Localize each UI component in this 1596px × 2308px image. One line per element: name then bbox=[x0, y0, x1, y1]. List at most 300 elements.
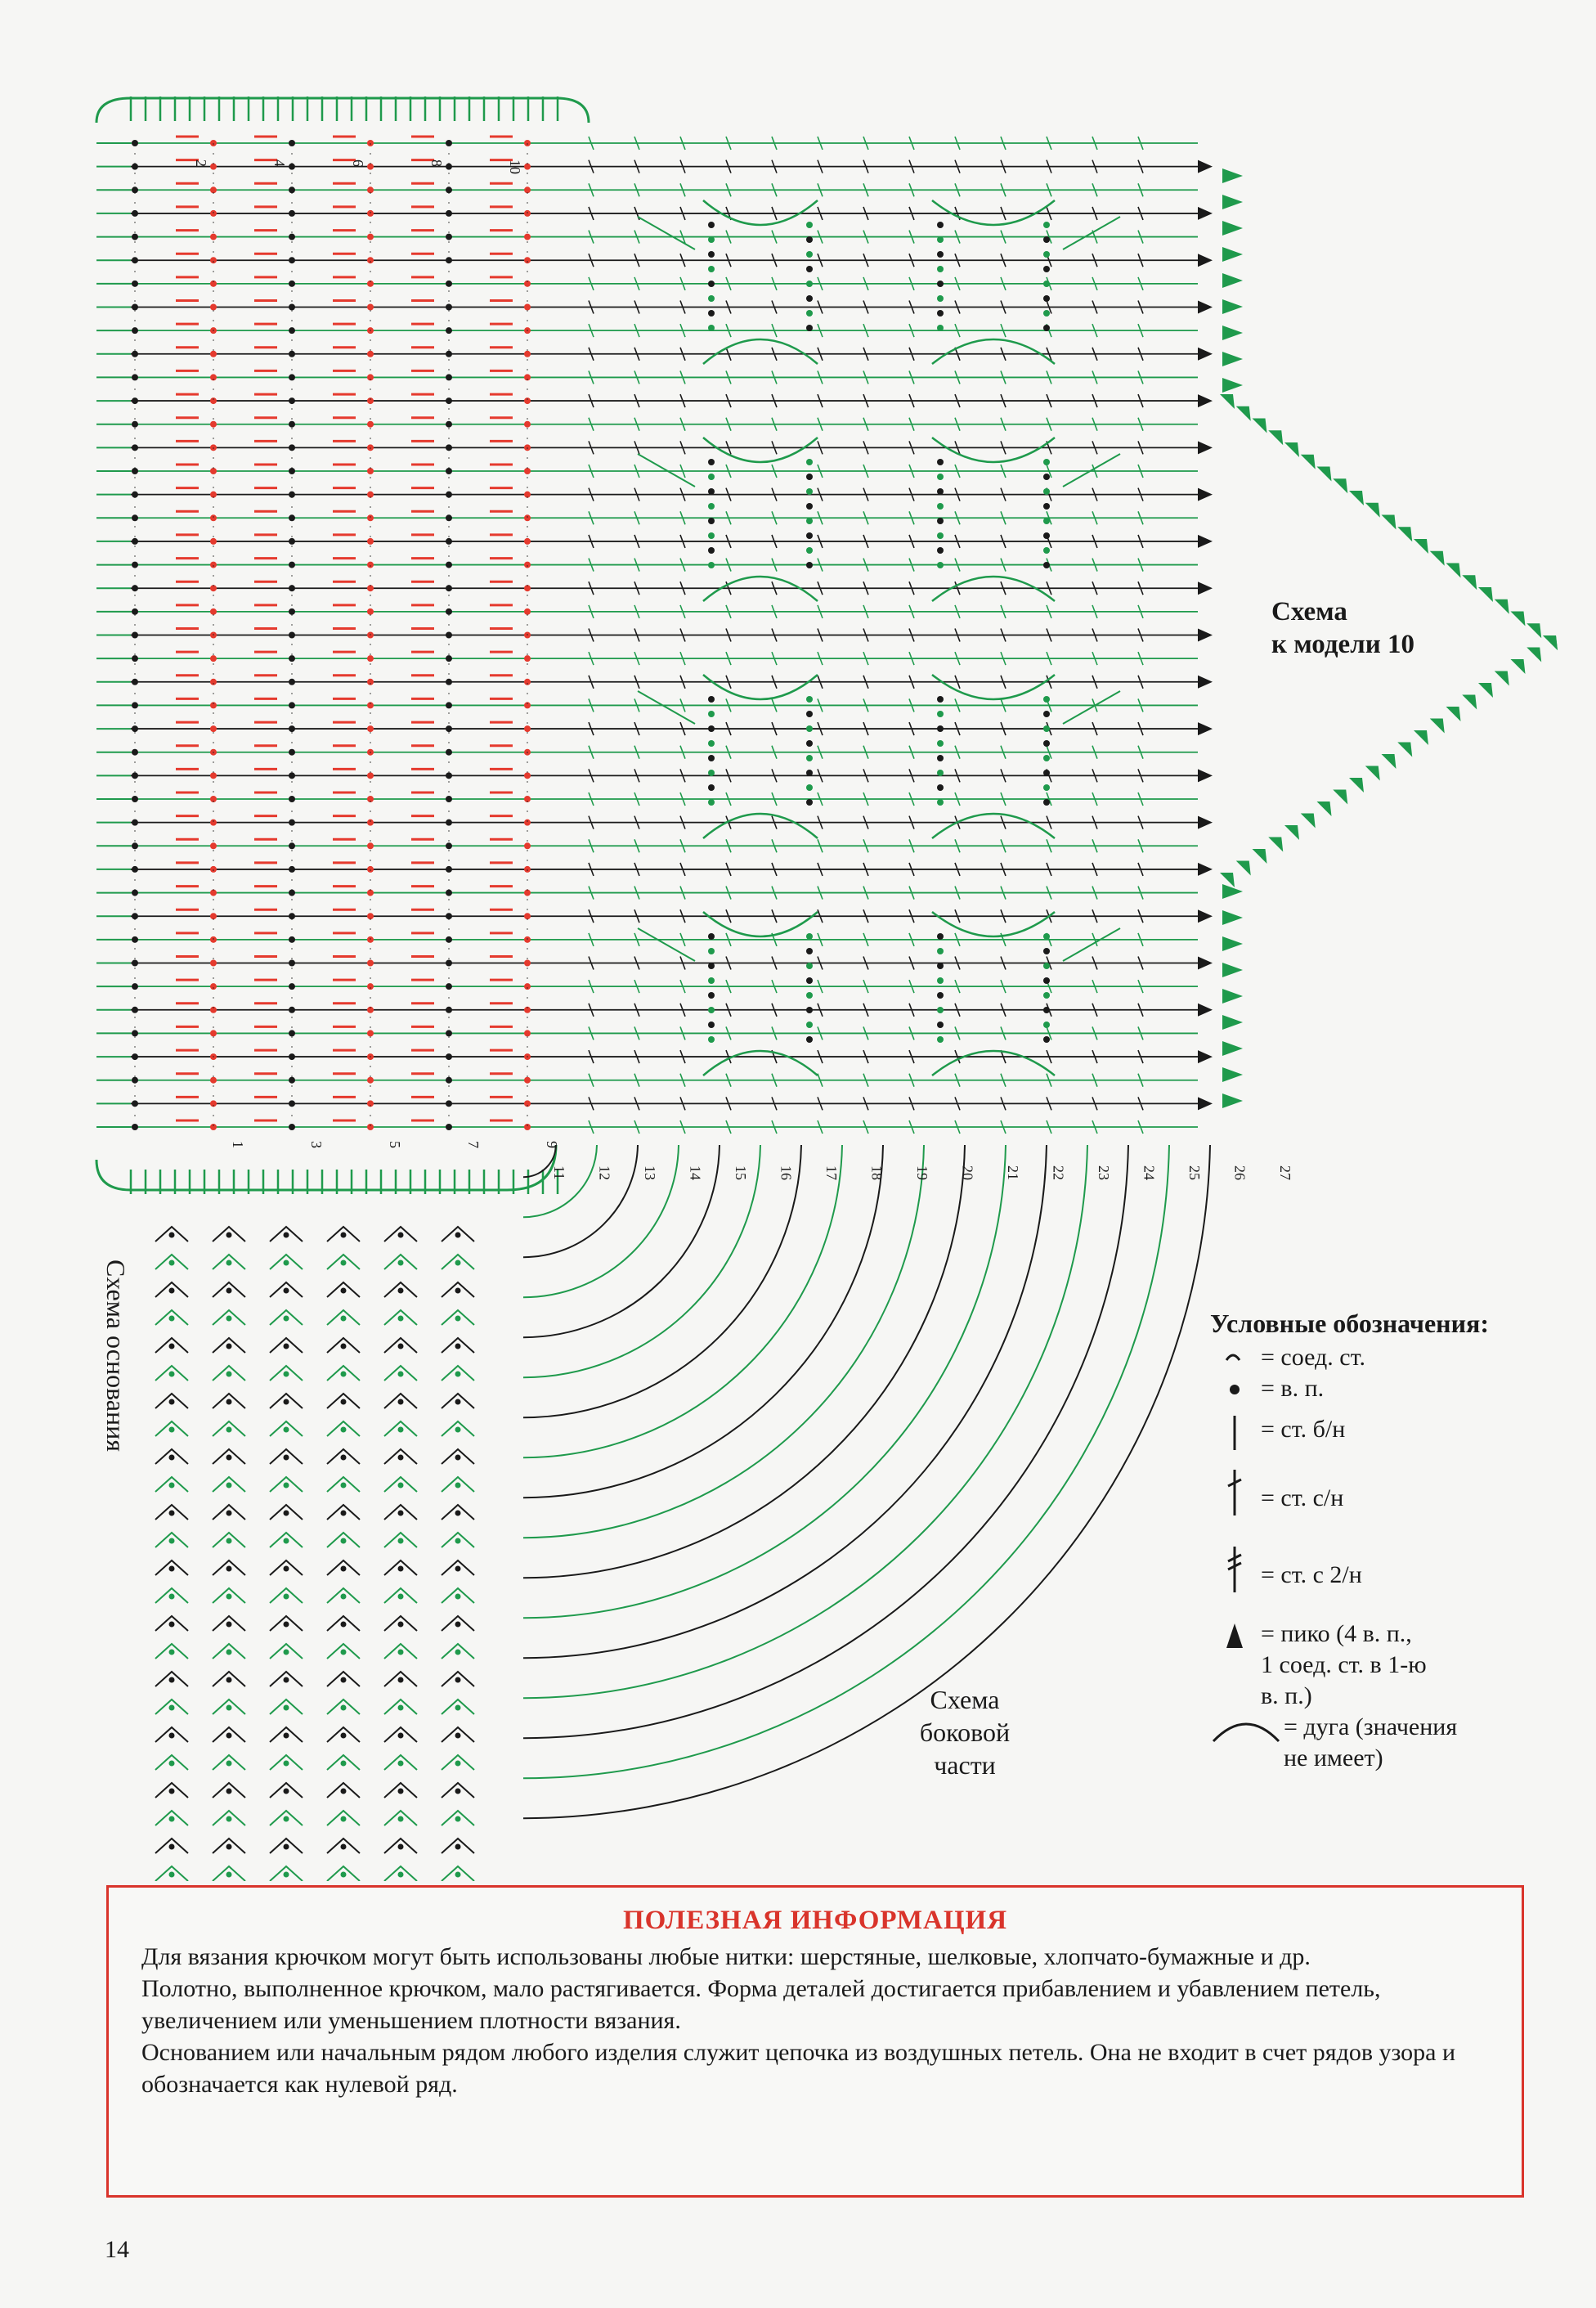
base-dot bbox=[341, 1650, 347, 1655]
base-dot bbox=[341, 1705, 347, 1711]
base-dot bbox=[455, 1705, 461, 1711]
base-dot bbox=[169, 1372, 175, 1377]
chain-dot bbox=[367, 514, 374, 521]
base-dot bbox=[169, 1622, 175, 1628]
chain-dot bbox=[367, 960, 374, 967]
lace-dot bbox=[806, 325, 813, 331]
lace-dot bbox=[806, 459, 813, 465]
base-dot bbox=[284, 1372, 289, 1377]
lace-dot bbox=[708, 725, 715, 732]
row-number: 18 bbox=[868, 1165, 885, 1180]
arc-icon bbox=[1210, 1712, 1284, 1743]
lace-diag bbox=[638, 217, 695, 249]
bottom-frame-arc bbox=[96, 1145, 556, 1190]
page-number: 14 bbox=[105, 2236, 129, 2263]
lace-dot bbox=[1043, 251, 1050, 258]
legend-item-treble-crochet bbox=[1210, 1560, 1570, 1591]
lace-dot bbox=[708, 1007, 715, 1013]
chain-dot bbox=[289, 351, 295, 357]
chain-dot bbox=[524, 866, 531, 873]
legend-item-double-crochet bbox=[1210, 1483, 1570, 1514]
chain-dot bbox=[132, 468, 138, 474]
base-dot bbox=[455, 1566, 461, 1572]
chain-dot bbox=[210, 421, 217, 428]
edge-picot bbox=[1198, 863, 1213, 876]
picot-triangle bbox=[1268, 430, 1283, 445]
lace-arc bbox=[932, 1051, 1055, 1075]
lace-dot bbox=[1043, 711, 1050, 717]
base-dot bbox=[455, 1761, 461, 1767]
lace-dot bbox=[708, 325, 715, 331]
base-dot bbox=[398, 1650, 404, 1655]
chain-dot bbox=[210, 234, 217, 240]
base-dot bbox=[169, 1316, 175, 1322]
legend-text: 1 соед. ст. в 1-ю bbox=[1261, 1651, 1427, 1678]
legend-text: = ст. с/н bbox=[1261, 1484, 1344, 1511]
side-arc bbox=[523, 1145, 965, 1578]
base-dot bbox=[455, 1733, 461, 1739]
edge-picot bbox=[1198, 581, 1213, 595]
side-arc bbox=[523, 1145, 1169, 1778]
base-dot bbox=[341, 1872, 347, 1878]
base-dot bbox=[169, 1288, 175, 1294]
picot-triangle bbox=[1365, 766, 1380, 781]
chain-dot bbox=[289, 538, 295, 545]
row-number: 14 bbox=[687, 1165, 704, 1180]
chain-dot bbox=[446, 468, 452, 474]
legend-text: = дуга (значения bbox=[1284, 1713, 1458, 1740]
lace-dot bbox=[708, 933, 715, 940]
base-dot bbox=[398, 1483, 404, 1489]
base-dot bbox=[398, 1427, 404, 1433]
picot-triangle bbox=[1382, 515, 1396, 530]
chain-dot bbox=[524, 608, 531, 615]
chain-dot bbox=[289, 1030, 295, 1036]
base-dot bbox=[226, 1705, 232, 1711]
base-dot bbox=[398, 1288, 404, 1294]
base-dot bbox=[284, 1399, 289, 1405]
edge-picot bbox=[1198, 394, 1213, 407]
base-dot bbox=[341, 1761, 347, 1767]
picot-triangle bbox=[1543, 635, 1558, 650]
lace-dot bbox=[708, 488, 715, 495]
base-dot bbox=[398, 1733, 404, 1739]
lace-dot bbox=[1043, 1007, 1050, 1013]
base-dot bbox=[341, 1816, 347, 1822]
edge-picot bbox=[1198, 441, 1213, 454]
chain-dot bbox=[289, 514, 295, 521]
lace-dot bbox=[708, 251, 715, 258]
row-number: 27 bbox=[1277, 1165, 1293, 1180]
lace-dot bbox=[708, 696, 715, 703]
lace-dot bbox=[806, 711, 813, 717]
picot-triangle bbox=[1511, 612, 1526, 626]
lace-dot bbox=[806, 532, 813, 539]
lace-dot bbox=[1043, 266, 1050, 272]
chain-dot bbox=[132, 421, 138, 428]
picot-triangle bbox=[1222, 378, 1243, 393]
lace-dot bbox=[806, 488, 813, 495]
lace-arc bbox=[932, 438, 1055, 462]
picot-triangle bbox=[1222, 1015, 1243, 1030]
base-dot bbox=[226, 1399, 232, 1405]
row-number: 16 bbox=[778, 1165, 795, 1180]
picot-icon bbox=[1210, 1619, 1261, 1650]
single-crochet-icon bbox=[1210, 1414, 1261, 1445]
lace-arc bbox=[932, 339, 1055, 364]
lace-dot bbox=[1043, 770, 1050, 776]
picot-triangle bbox=[1222, 168, 1243, 183]
lace-arc bbox=[703, 200, 818, 225]
base-dot bbox=[455, 1344, 461, 1349]
picot-triangle bbox=[1301, 814, 1316, 828]
row-number: 22 bbox=[1050, 1165, 1067, 1180]
chain-dot bbox=[524, 655, 531, 662]
lace-dot bbox=[806, 1007, 813, 1013]
base-dot bbox=[341, 1483, 347, 1489]
base-dot bbox=[398, 1455, 404, 1461]
chain-dot bbox=[524, 1030, 531, 1036]
chain-dot bbox=[367, 819, 374, 826]
lace-dot bbox=[806, 547, 813, 554]
picot-triangle bbox=[1220, 873, 1235, 887]
chain-dot bbox=[132, 772, 138, 779]
side-arc bbox=[523, 1145, 883, 1498]
base-dot bbox=[398, 1233, 404, 1238]
lace-diag bbox=[1063, 454, 1120, 487]
model-label-line: Схема bbox=[1271, 597, 1347, 626]
side-arc bbox=[523, 1145, 638, 1257]
lace-dot bbox=[708, 222, 715, 228]
lace-dot bbox=[708, 281, 715, 287]
row-number: 25 bbox=[1186, 1165, 1203, 1180]
chain-dot bbox=[289, 960, 295, 967]
lace-dot bbox=[937, 251, 944, 258]
legend-text: в. п.) bbox=[1261, 1682, 1312, 1709]
base-dot bbox=[226, 1233, 232, 1238]
lace-dot bbox=[1043, 799, 1050, 806]
lace-dot bbox=[806, 948, 813, 954]
lace-dot bbox=[1043, 784, 1050, 791]
info-paragraph: Основанием или начальным рядом любого изделия служит цепочка из воздушных петель. Она не входит в счет рядов узора и обозначается как нулевой ряд. bbox=[141, 2039, 1456, 2098]
lace-dot bbox=[1043, 488, 1050, 495]
lace-dot bbox=[1043, 933, 1050, 940]
chain-dot bbox=[367, 772, 374, 779]
picot-triangle bbox=[1222, 273, 1243, 288]
lace-dot bbox=[708, 266, 715, 272]
lace-dot bbox=[708, 474, 715, 480]
edge-picot bbox=[1198, 207, 1213, 220]
chain-dot bbox=[446, 725, 452, 732]
chain-dot bbox=[210, 725, 217, 732]
side-part-arcs bbox=[523, 1145, 1210, 1818]
lace-dot bbox=[1043, 295, 1050, 302]
info-title: ПОЛЕЗНАЯ ИНФОРМАЦИЯ bbox=[622, 1906, 1008, 1935]
picot-triangle bbox=[1301, 455, 1316, 469]
edge-picot bbox=[1198, 769, 1213, 782]
chain-dot bbox=[446, 234, 452, 240]
chain-dot bbox=[210, 351, 217, 357]
side-label-line: Схема bbox=[930, 1685, 1000, 1714]
chain-dot bbox=[289, 304, 295, 311]
base-dot bbox=[226, 1650, 232, 1655]
base-dot bbox=[169, 1761, 175, 1767]
chain-dot bbox=[367, 842, 374, 849]
picot-triangle bbox=[1382, 754, 1396, 769]
column-number: 2 bbox=[193, 159, 209, 167]
lace-dot bbox=[1043, 977, 1050, 984]
base-dot bbox=[169, 1399, 175, 1405]
chain-dot bbox=[367, 608, 374, 615]
chain-dot bbox=[132, 514, 138, 521]
base-dot bbox=[341, 1260, 347, 1266]
base-dot bbox=[226, 1344, 232, 1349]
model-scheme-label bbox=[1271, 595, 1414, 661]
chain-dot bbox=[210, 1077, 217, 1084]
base-dot bbox=[169, 1260, 175, 1266]
chain-dot bbox=[367, 468, 374, 474]
chain-dot bbox=[132, 866, 138, 873]
chain-dot bbox=[524, 842, 531, 849]
lace-arc bbox=[703, 438, 818, 462]
lace-dot bbox=[1043, 1022, 1050, 1028]
side-arc bbox=[523, 1145, 760, 1377]
base-dot bbox=[169, 1789, 175, 1794]
legend-text: = пико (4 в. п., bbox=[1261, 1620, 1412, 1647]
chain-dot bbox=[524, 304, 531, 311]
picot-triangle bbox=[1462, 575, 1477, 590]
chain-dot bbox=[289, 725, 295, 732]
lace-dot bbox=[708, 310, 715, 317]
base-dot bbox=[169, 1427, 175, 1433]
base-dot bbox=[341, 1566, 347, 1572]
picot-triangle bbox=[1478, 683, 1493, 698]
chain-dot bbox=[367, 538, 374, 545]
base-dot bbox=[341, 1789, 347, 1794]
column-number: 9 bbox=[544, 1141, 560, 1148]
base-dot bbox=[284, 1594, 289, 1600]
lace-dot bbox=[937, 325, 944, 331]
picot-triangle bbox=[1397, 743, 1412, 757]
base-dot bbox=[398, 1789, 404, 1794]
lace-dot bbox=[1043, 236, 1050, 243]
chain-dot bbox=[210, 819, 217, 826]
chain-dot bbox=[132, 304, 138, 311]
lace-dot bbox=[1043, 547, 1050, 554]
base-dot bbox=[398, 1705, 404, 1711]
base-dot bbox=[169, 1455, 175, 1461]
lace-dot bbox=[937, 532, 944, 539]
legend-text-picot bbox=[1261, 1619, 1427, 1712]
base-dot bbox=[284, 1622, 289, 1628]
scheme-grid bbox=[96, 97, 1213, 1194]
lace-dot bbox=[937, 547, 944, 554]
row-number: 15 bbox=[733, 1165, 749, 1180]
legend-text: = соед. ст. bbox=[1261, 1344, 1365, 1371]
picot-triangle bbox=[1284, 442, 1299, 457]
base-dot bbox=[226, 1844, 232, 1850]
base-dot bbox=[455, 1789, 461, 1794]
legend-item-arc bbox=[1210, 1712, 1570, 1774]
slip-stitch-icon bbox=[1210, 1342, 1261, 1373]
picot-triangle bbox=[1222, 963, 1243, 977]
base-dot bbox=[169, 1594, 175, 1600]
picot-triangle bbox=[1414, 730, 1428, 745]
chain-dot bbox=[289, 257, 295, 263]
base-dot bbox=[284, 1872, 289, 1878]
lace-dot bbox=[1043, 310, 1050, 317]
lace-dot bbox=[937, 310, 944, 317]
lace-dot bbox=[806, 295, 813, 302]
chain-dot bbox=[446, 1030, 452, 1036]
base-dot bbox=[284, 1511, 289, 1516]
lace-dot bbox=[708, 992, 715, 999]
lace-dot bbox=[806, 977, 813, 984]
picot-triangle bbox=[1222, 1067, 1243, 1082]
base-dot bbox=[455, 1372, 461, 1377]
picot-triangle bbox=[1430, 551, 1445, 566]
legend-item-chain bbox=[1210, 1373, 1570, 1404]
chain-dot bbox=[446, 1077, 452, 1084]
chain-dot bbox=[524, 725, 531, 732]
lace-dot bbox=[937, 222, 944, 228]
chain-dot bbox=[367, 257, 374, 263]
lace-arc bbox=[703, 675, 818, 699]
chain-dot bbox=[289, 562, 295, 568]
chain-dot bbox=[524, 351, 531, 357]
legend-item-single-crochet bbox=[1210, 1414, 1570, 1445]
base-dot bbox=[398, 1677, 404, 1683]
chain-dot bbox=[446, 866, 452, 873]
lace-dot bbox=[708, 977, 715, 984]
side-part-label bbox=[887, 1683, 1042, 1781]
lace-arc bbox=[932, 814, 1055, 838]
chain-dot bbox=[446, 538, 452, 545]
column-number: 1 bbox=[230, 1141, 246, 1148]
chain-dot bbox=[132, 725, 138, 732]
base-dot bbox=[455, 1677, 461, 1683]
column-number: 7 bbox=[465, 1141, 482, 1148]
base-dot bbox=[455, 1399, 461, 1405]
row-number: 11 bbox=[551, 1165, 567, 1180]
picot-triangle bbox=[1527, 648, 1541, 662]
chain-dot bbox=[446, 304, 452, 311]
chain-dot bbox=[446, 842, 452, 849]
picot-triangle bbox=[1222, 299, 1243, 314]
edge-picot bbox=[1198, 909, 1213, 923]
lace-dot bbox=[806, 933, 813, 940]
lace-arc bbox=[703, 339, 818, 364]
lace-dot bbox=[937, 977, 944, 984]
row-numbers bbox=[193, 159, 1293, 1180]
base-dot bbox=[226, 1427, 232, 1433]
base-dot bbox=[284, 1483, 289, 1489]
chain-dot bbox=[524, 538, 531, 545]
lace-dot bbox=[708, 532, 715, 539]
row-number: 17 bbox=[823, 1165, 840, 1180]
base-dot bbox=[455, 1427, 461, 1433]
base-dot bbox=[169, 1872, 175, 1878]
chain-dot bbox=[289, 608, 295, 615]
chain-dot bbox=[210, 538, 217, 545]
lace-dot bbox=[708, 236, 715, 243]
lace-dot bbox=[937, 281, 944, 287]
edge-picot bbox=[1198, 722, 1213, 735]
double-crochet-icon bbox=[1210, 1483, 1261, 1514]
picot-triangle bbox=[1222, 326, 1243, 340]
lace-dot bbox=[1043, 696, 1050, 703]
picot-triangle bbox=[1222, 936, 1243, 951]
picot-triangle bbox=[1222, 884, 1243, 899]
lace-dot bbox=[806, 474, 813, 480]
chain-dot bbox=[446, 819, 452, 826]
picot-triangle bbox=[1222, 1041, 1243, 1056]
chain-dot bbox=[132, 1077, 138, 1084]
base-dot bbox=[398, 1372, 404, 1377]
chain-dot-icon bbox=[1210, 1373, 1261, 1404]
base-dot bbox=[169, 1733, 175, 1739]
lace-dot bbox=[806, 1036, 813, 1043]
picot-triangle bbox=[1495, 671, 1509, 686]
lace-dot bbox=[937, 963, 944, 969]
base-dot bbox=[455, 1816, 461, 1822]
side-arc bbox=[523, 1145, 842, 1457]
chain-dot bbox=[367, 304, 374, 311]
chain-dot bbox=[524, 257, 531, 263]
base-dot bbox=[398, 1872, 404, 1878]
lace-dot bbox=[708, 711, 715, 717]
lace-dot bbox=[1043, 992, 1050, 999]
picot-triangle bbox=[1222, 195, 1243, 209]
lace-dot bbox=[806, 310, 813, 317]
base-dot bbox=[398, 1316, 404, 1322]
base-dot bbox=[455, 1622, 461, 1628]
lace-diag bbox=[1063, 217, 1120, 249]
chain-dot bbox=[289, 421, 295, 428]
lace-dot bbox=[708, 770, 715, 776]
base-dot bbox=[226, 1511, 232, 1516]
base-dot bbox=[169, 1344, 175, 1349]
lace-dot bbox=[937, 1007, 944, 1013]
chain-dot bbox=[132, 608, 138, 615]
base-dot bbox=[226, 1538, 232, 1544]
chain-dot bbox=[367, 234, 374, 240]
lace-dot bbox=[806, 266, 813, 272]
edge-picot bbox=[1198, 629, 1213, 642]
edge-picot bbox=[1198, 1050, 1213, 1063]
side-arc bbox=[523, 1145, 1006, 1618]
picot-triangle bbox=[1446, 707, 1461, 721]
base-dot bbox=[169, 1816, 175, 1822]
chain-dot bbox=[446, 514, 452, 521]
lace-dot bbox=[1043, 948, 1050, 954]
legend-text-arc bbox=[1284, 1712, 1457, 1774]
row-number: 24 bbox=[1141, 1165, 1158, 1180]
lace-dot bbox=[1043, 1036, 1050, 1043]
lace-dot bbox=[1043, 963, 1050, 969]
lace-dot bbox=[806, 725, 813, 732]
base-dot bbox=[455, 1872, 461, 1878]
side-arc bbox=[523, 1145, 597, 1217]
base-dot bbox=[169, 1511, 175, 1516]
chain-dot bbox=[524, 1077, 531, 1084]
base-dot bbox=[341, 1622, 347, 1628]
chain-dot bbox=[210, 842, 217, 849]
chain-dot bbox=[524, 819, 531, 826]
edge-picot bbox=[1198, 957, 1213, 970]
column-number: 5 bbox=[387, 1141, 403, 1148]
picot-triangle bbox=[1268, 837, 1283, 852]
